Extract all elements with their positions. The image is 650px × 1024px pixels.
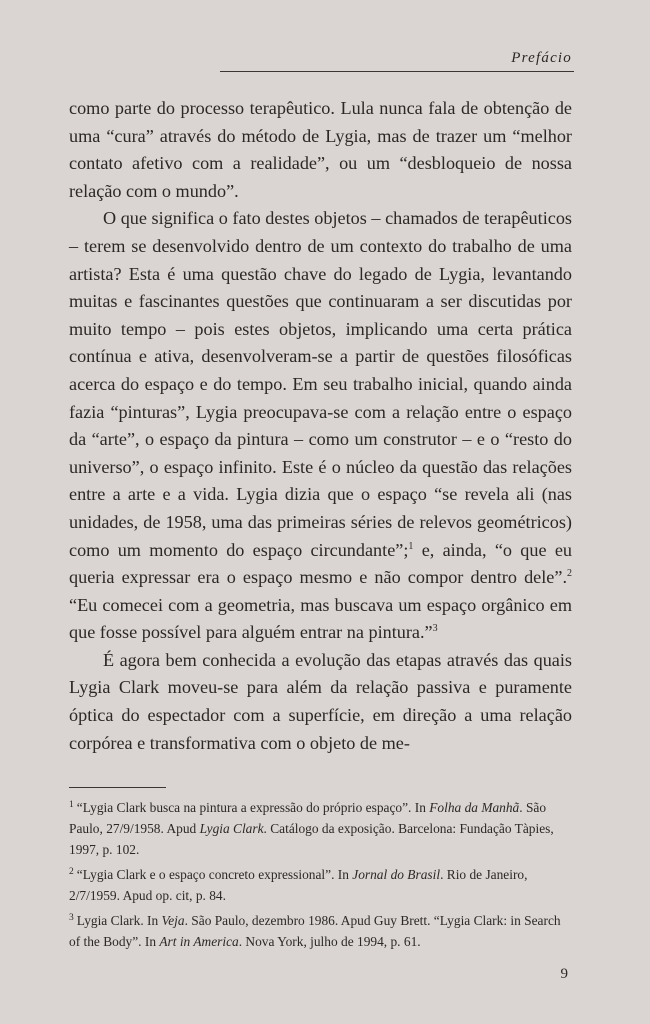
footnote-ref-1[interactable]: 1 — [408, 540, 414, 552]
footnote-3 — [69, 910, 574, 952]
footnote-text: “Lygia Clark busca na pintura a expressão do próprio espaço”. In — [76, 800, 430, 815]
footnote-text: . Rio de Janeiro, 2/7/1959. Apud op. cit, p. 84. — [69, 867, 528, 903]
footnote-italic: Lygia Clark — [199, 821, 264, 836]
footnote-italic: Jornal do Brasil — [352, 867, 441, 882]
paragraph-3: É agora bem conhecida a evolução das etapas através das quais Lygia Clark moveu-se para além da relação passiva e puramente óptica do espectador com a superfície, em direção a uma relação corpórea e transformativa com o objeto de me- — [69, 649, 572, 753]
paragraph-1: como parte do processo terapêutico. Lula nunca fala de obtenção de uma “cura” através do método de Lygia, mas de trazer um “melhor contato afetivo com a realidade”, ou um “desbloqueio de nossa relação com o mundo”. — [69, 98, 572, 201]
footnote-italic: Folha da Manhã — [429, 800, 520, 815]
footnote-text: “Lygia Clark e o espaço concreto expressional”. In — [76, 867, 353, 882]
running-header: Prefácio — [511, 50, 572, 66]
footnote-number: 3 — [69, 913, 74, 923]
footnote-text: . Nova York, julho de 1994, p. 61. — [238, 934, 421, 949]
footnote-text: . Catálogo da exposição. Barcelona: Fundação Tàpies, 1997, p. 102. — [69, 821, 554, 857]
footnote-text: . São Paulo, 27/9/1958. Apud — [69, 800, 547, 836]
footnote-text: Lygia Clark. In — [76, 913, 162, 928]
footnote-ref-2[interactable]: 2 — [567, 568, 572, 580]
paragraph-2-text-c: “Eu comecei com a geometria, mas buscava um espaço orgânico em que fosse possível para alguém entrar na pintura.” — [69, 594, 572, 643]
footnote-rule — [69, 787, 166, 788]
footnotes — [69, 797, 574, 956]
footnote-italic: Veja — [161, 913, 185, 928]
footnote-1 — [69, 797, 574, 860]
footnote-number: 1 — [69, 800, 74, 810]
header-rule — [220, 71, 574, 72]
body-text — [69, 95, 572, 757]
page-number: 9 — [560, 966, 568, 982]
paragraph-2-text-b: e, ainda, “o que eu queria expressar era o espaço mesmo e não compor dentro dele”. — [69, 539, 572, 588]
paragraph-2-text-a: O que significa o fato destes objetos – chamados de terapêuticos – terem se desenvolvido dentro de um contexto do trabalho de uma artista? Esta é uma questão chave do legado de Lygia, levantando muitas e fascinantes questões que continuaram a ser discutidas por muito tempo – pois estes objetos, implicando uma certa prática contínua e ativa, desenvolveram-se a partir de questões filosóficas acerca do espaço e do tempo. Em seu trabalho inicial, quando ainda fazia “pinturas”, Lygia preocupava-se com a relação entre o espaço da “arte”, o espaço da pintura – como um construtor – e o “resto do universo”, o espaço infinito. Este é o núcleo da questão das relações entre a arte e a vida. Lygia dizia que o espaço “se revela ali (nas unidades, de 1958, uma das primeiras séries de relevos geométricos) como um momento do espaço circundante”; — [69, 208, 572, 560]
footnote-number: 2 — [69, 867, 74, 877]
paragraph-2 — [69, 205, 572, 647]
footnote-text: . São Paulo, dezembro 1986. Apud Guy Brett. “Lygia Clark: in Search of the Body”. In — [69, 913, 561, 949]
footnote-ref-3[interactable]: 3 — [432, 623, 438, 635]
footnote-2 — [69, 864, 574, 906]
footnote-italic: Art in America — [159, 934, 239, 949]
